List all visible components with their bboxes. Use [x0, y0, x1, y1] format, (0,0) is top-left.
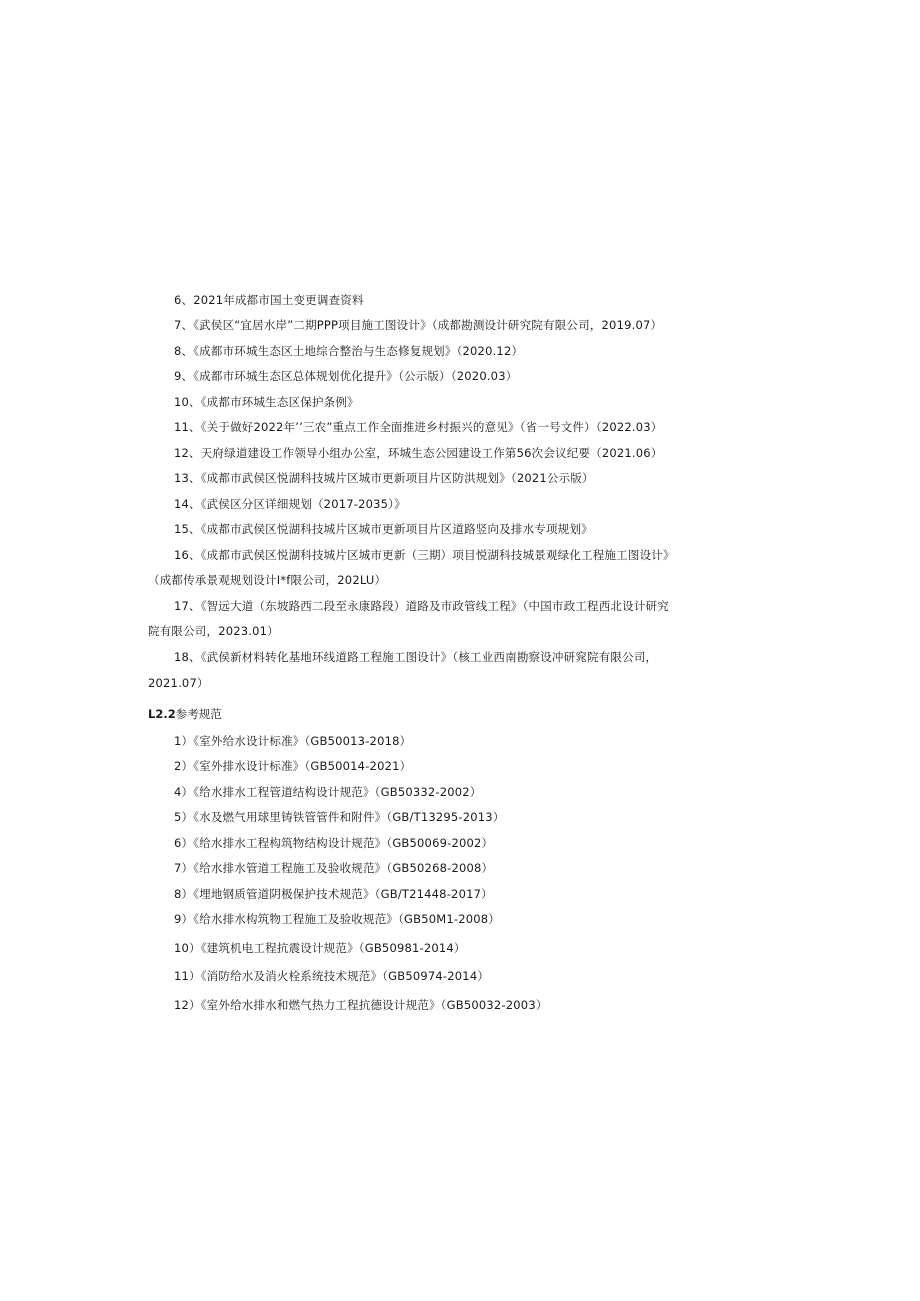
reference-item-8: 8、《成都市环城生态区土地综合整治与生态修复规划》（2020.12） [174, 344, 524, 358]
reference-item-16-continuation: （成都传承景观规划设计I*f限公司，202LU） [148, 573, 387, 587]
reference-item-13: 13、《成都市武侯区悦湖科技城片区城市更新项目片区防洪规划》（2021公示版） [174, 471, 594, 485]
standard-item-9: 9）《给水排水构筑物工程施工及验收规范》（GB50M1-2008） [174, 912, 501, 926]
reference-item-6: 6、2021年成都市国土变更调查资料 [174, 293, 364, 307]
reference-item-18-continuation: 2021.07） [148, 676, 209, 690]
reference-item-9: 9、《成都市环城生态区总体规划优化提升》（公示版）（2020.03） [174, 369, 518, 383]
standard-item-7: 7）《给水排水管道工程施工及验收规范》（GB50268-2008） [174, 861, 494, 875]
reference-item-15: 15、《成都市武侯区悦湖科技城片区城市更新项目片区道路竖向及排水专项规划》 [174, 522, 593, 536]
reference-item-14: 14、《武侯区分区详细规划（2017-2035）》 [174, 497, 406, 511]
section-heading [148, 706, 222, 722]
reference-item-7: 7、《武侯区“宜居水岸”二期PPP项目施工图设计》（成都勘测设计研究院有限公司，2019.07） [174, 318, 663, 332]
reference-item-18: 18、《武侯新材料转化基地环线道路工程施工图设计》（核工业西南勘察设冲研窕院有限公司， [174, 650, 658, 664]
reference-item-17: 17、《智远大道（东坡路西二段至永康路段）道路及市政管线工程》（中国市政工程西北设计研究 [174, 599, 669, 613]
standard-item-6: 6）《给水排水工程构筑物结构设计规范》（GB50069-2002） [174, 836, 494, 850]
standard-item-11: 11）《消防给水及消火栓系统技术规范》（GB50974-2014） [174, 969, 490, 983]
standard-item-5: 5）《水及燃气用球里铸铁管管件和附件》（GB/T13295-2013） [174, 810, 505, 824]
reference-item-16: 16、《成都市武侯区悦湖科技城片区城市更新（三期）项目悦湖科技城景观绿化工程施工图设计》 [174, 548, 675, 562]
reference-item-11: 11、《关于做好2022年’’三农”重点工作全面推进乡村振兴的意见》（省一号文件）（2022.03） [174, 420, 663, 434]
standard-item-1: 1）《室外给水设计标准》（GB50013-2018） [174, 734, 412, 748]
reference-item-12: 12、天府绿道建设工作领导小组办公室，环城生态公园建设工作第56次会议纪要（2021.06） [174, 446, 663, 460]
standard-item-8: 8）《埋地钢质管道阴极保护技术规范》（GB/T21448-2017） [174, 887, 493, 901]
section-number: L2.2 [148, 707, 176, 721]
standard-item-10: 10）《建筑机电工程抗震设计规范》（GB50981-2014） [174, 941, 466, 955]
standard-item-2: 2）《室外排水设计标准》（GB50014-2021） [174, 759, 412, 773]
section-title: 参考规范 [175, 707, 222, 721]
standard-item-4: 4）《给水排水工程管道结构设计规范》（GB50332-2002） [174, 785, 482, 799]
reference-item-10: 10、《成都市环城生态区保护条例》 [174, 395, 359, 409]
reference-item-17-continuation: 院有限公司，2023.01） [148, 624, 279, 638]
standard-item-12: 12）《室外给水排水和燃气热力工程抗德设计规范》（GB50032-2003） [174, 998, 548, 1012]
